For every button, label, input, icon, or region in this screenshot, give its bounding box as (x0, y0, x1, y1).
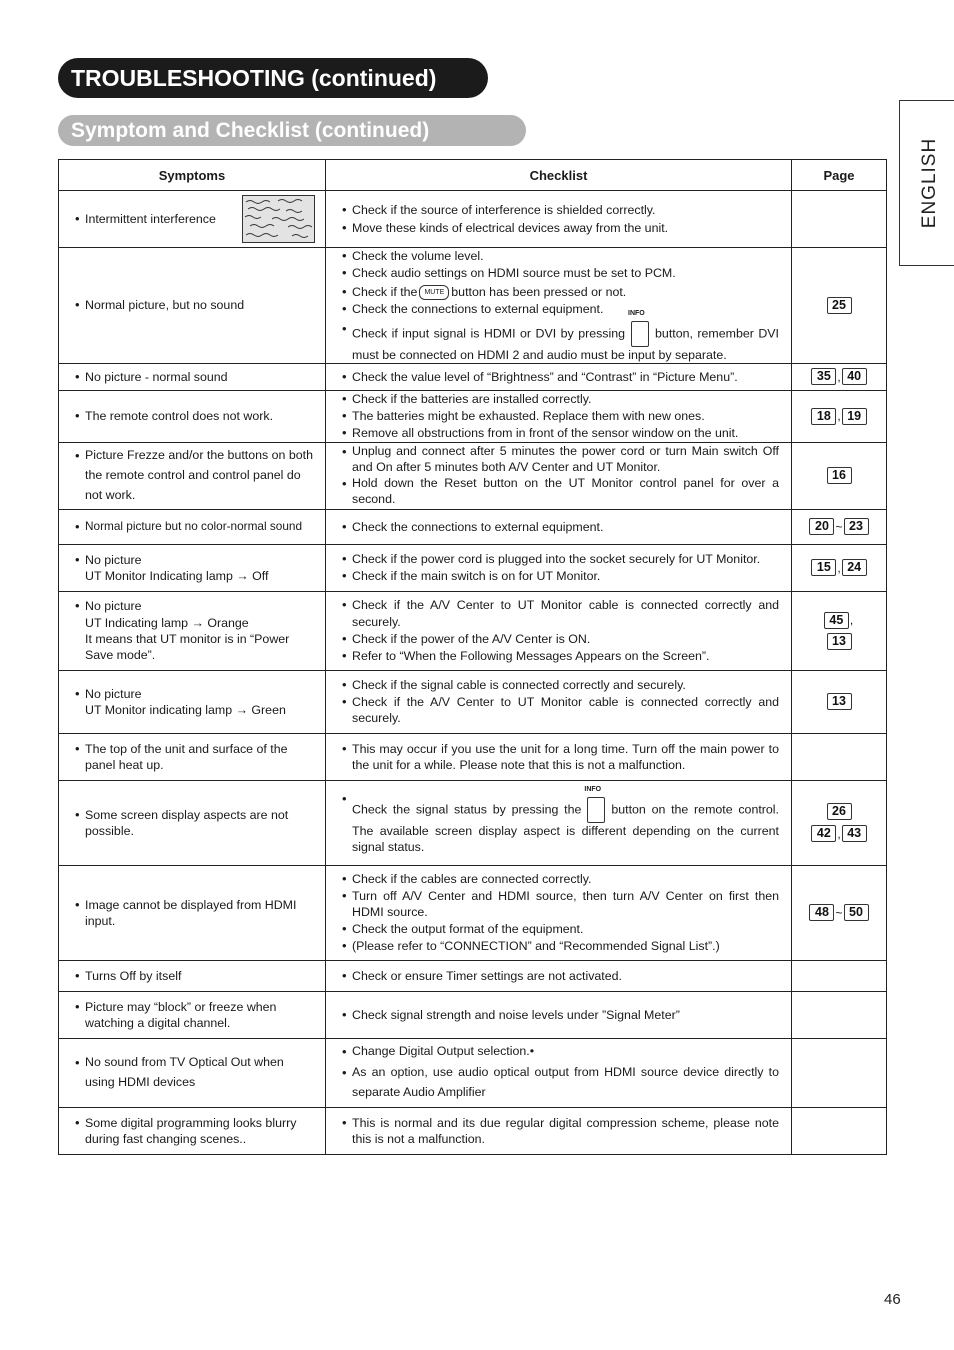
symptom-text: • Image cannot be displayed from HDMI input. (75, 897, 315, 929)
page-cell (792, 248, 887, 364)
symptom-line: It means that UT monitor is in “Power Save mode”. (85, 631, 290, 662)
checklist-cell (326, 991, 792, 1038)
table-row (59, 960, 887, 991)
check-item: • Check if the power of the A/V Center is ON. (342, 631, 779, 647)
check-text: Check if the (352, 285, 418, 300)
page-separator: , (837, 409, 841, 424)
page-ref: 13 (827, 693, 852, 710)
check-item: • Check if the cables are connected correctly. (342, 871, 779, 887)
check-item: • Turn off A/V Center and HDMI source, then turn A/V Center on first then HDMI source. (342, 888, 779, 920)
page-title: TROUBLESHOOTING (continued) (58, 58, 488, 98)
symptom-text: • No picture - normal sound (75, 369, 315, 385)
symptom-text: • No sound from TV Optical Out when using HDMI devices (75, 1053, 315, 1093)
table-header-row (59, 160, 887, 191)
page-ref-line (792, 825, 886, 842)
checklist-cell (326, 670, 792, 733)
column-header-checklist: Checklist (326, 160, 792, 191)
page-ref: 50 (844, 904, 869, 921)
page-ref: 18 (811, 408, 836, 425)
check-item: • Check if the power cord is plugged into the socket securely for UT Monitor. (342, 551, 779, 567)
check-item: • Check signal strength and noise levels under ”Signal Meter” (342, 1007, 779, 1023)
page-cell (792, 544, 887, 591)
table-row (59, 191, 887, 248)
symptom-cell (59, 509, 326, 544)
page-cell (792, 1107, 887, 1154)
page-ref: 35 (811, 368, 836, 385)
info-key-icon (584, 785, 605, 823)
page-ref: 23 (844, 518, 869, 535)
symptom-line: • No picture (85, 552, 142, 567)
page-cell (792, 670, 887, 733)
check-item: • Check the volume level. (342, 248, 779, 264)
check-item: • Refer to “When the Following Messages Appears on the Screen”. (342, 648, 779, 664)
table-row (59, 733, 887, 780)
page-cell (792, 363, 887, 390)
symptom-cell (59, 363, 326, 390)
language-tab (899, 100, 954, 266)
checklist-cell (326, 248, 792, 364)
check-item: • Change Digital Output selection.• (342, 1042, 779, 1062)
symptom-line: • No picture (85, 599, 142, 614)
page-cell (792, 191, 887, 248)
symptom-with-image (75, 195, 315, 243)
page-separator: ~ (835, 905, 843, 920)
page-ref: 42 (811, 825, 836, 842)
symptom-text: • Turns Off by itself (75, 968, 315, 984)
page-cell (792, 865, 887, 960)
symptom-text: • Normal picture, but no sound (75, 297, 315, 313)
checklist-cell (326, 509, 792, 544)
check-item: • This is normal and its due regular digital compression scheme, please note this is not a malfunction. (342, 1115, 779, 1147)
check-text: button on the remote control. The available screen display aspect is different depending on the current signal status. (352, 801, 779, 854)
page-separator: , (837, 826, 841, 841)
symptom-cell (59, 1107, 326, 1154)
page-ref: 26 (827, 803, 852, 820)
symptom-cell (59, 442, 326, 509)
table-row (59, 544, 887, 591)
check-item: • Check or ensure Timer settings are not activated. (342, 968, 779, 984)
page-cell (792, 1038, 887, 1107)
page-cell (792, 591, 887, 670)
symptom-cell (59, 780, 326, 865)
table-row (59, 865, 887, 960)
checklist-cell (326, 865, 792, 960)
checklist-cell (326, 363, 792, 390)
column-header-symptoms: Symptoms (59, 160, 326, 191)
page-cell (792, 390, 887, 442)
troubleshooting-table (58, 159, 887, 1155)
page-ref: 48 (809, 904, 834, 921)
symptom-line: UT Monitor indicating lamp → Green (85, 702, 286, 717)
page-ref: 40 (842, 368, 867, 385)
table-row (59, 390, 887, 442)
symptom-text (75, 552, 315, 584)
symptom-line: UT Indicating lamp → Orange (85, 615, 249, 630)
symptom-cell (59, 591, 326, 670)
checklist-cell (326, 733, 792, 780)
symptom-text: • Some digital programming looks blurry during fast changing scenes.. (75, 1115, 315, 1147)
page-separator: , (837, 369, 841, 384)
table-row (59, 591, 887, 670)
page-ref: 13 (827, 633, 852, 650)
page-number: 46 (884, 1291, 901, 1308)
symptom-cell (59, 865, 326, 960)
page-ref: 16 (827, 467, 852, 484)
check-item: • Check if the batteries are installed correctly. (342, 391, 779, 407)
symptom-line: • No picture (85, 686, 142, 701)
check-item: • This may occur if you use the unit for a long time. Turn off the main power to the unit for a while. Please note that this is not a malfunction. (342, 741, 779, 773)
symptom-cell (59, 991, 326, 1038)
symptom-text: • The top of the unit and surface of the panel heat up. (75, 741, 315, 773)
checklist-cell (326, 544, 792, 591)
page-separator: , (837, 560, 841, 575)
symptom-text (75, 686, 315, 718)
info-key-icon (628, 309, 649, 347)
page-separator: ~ (835, 519, 843, 534)
checklist-cell (326, 591, 792, 670)
symptom-cell (59, 670, 326, 733)
symptom-text: • Picture may “block” or freeze when watching a digital channel. (75, 999, 315, 1031)
language-tab-label: ENGLISH (918, 137, 940, 229)
section-title: Symptom and Checklist (continued) (58, 115, 526, 146)
checklist-cell (326, 191, 792, 248)
check-item: • The batteries might be exhausted. Replace them with new ones. (342, 408, 779, 424)
symptom-cell (59, 1038, 326, 1107)
check-item: • Unplug and connect after 5 minutes the power cord or turn Main switch Off and On after 5 minutes both A/V Center and UT Monitor. (342, 444, 779, 475)
check-text: Check the signal status by pressing the (352, 801, 582, 816)
page-ref: 24 (842, 559, 867, 576)
symptom-text: • Some screen display aspects are not possible. (75, 807, 315, 839)
page-cell (792, 733, 887, 780)
check-item: • Check if the A/V Center to UT Monitor cable is connected correctly and securely. (342, 694, 779, 726)
page-cell (792, 442, 887, 509)
symptom-text: • Normal picture but no color-normal sound (75, 519, 315, 534)
mute-key-icon: MUTE (419, 285, 449, 300)
symptom-cell (59, 960, 326, 991)
check-item: • Check the connections to external equipment. (342, 301, 779, 317)
page-cell (792, 991, 887, 1038)
symptom-line: UT Monitor Indicating lamp → Off (85, 568, 269, 583)
symptom-cell (59, 733, 326, 780)
table-row (59, 1038, 887, 1107)
table-row (59, 363, 887, 390)
table-row (59, 670, 887, 733)
checklist-cell (326, 1038, 792, 1107)
check-item: • Move these kinds of electrical devices away from the unit. (342, 220, 779, 236)
page-ref: 25 (827, 297, 852, 314)
checklist-cell (326, 1107, 792, 1154)
symptom-text (75, 598, 315, 663)
table-row (59, 991, 887, 1038)
symptom-cell (59, 544, 326, 591)
page-ref-line (792, 803, 886, 820)
page-cell (792, 780, 887, 865)
page-ref: 19 (842, 408, 867, 425)
check-item: • Check if the main switch is on for UT Monitor. (342, 568, 779, 584)
checklist-cell (326, 960, 792, 991)
table-row (59, 1107, 887, 1154)
check-text: button, remember DVI must be connected on HDMI 2 and audio must be input by separate. (352, 325, 779, 362)
check-item: • Check the connections to external equipment. (342, 519, 779, 535)
page-ref: 45 (824, 612, 849, 629)
checklist-cell (326, 390, 792, 442)
check-item: • Check if the source of interference is shielded correctly. (342, 202, 779, 218)
table-row (59, 509, 887, 544)
check-text: Check if input signal is HDMI or DVI by pressing (352, 325, 626, 340)
symptom-cell (59, 191, 326, 248)
info-key-label: INFO (628, 309, 645, 317)
checklist-cell (326, 780, 792, 865)
check-item (342, 785, 779, 855)
check-item: • Check the value level of “Brightness” and “Contrast” in “Picture Menu”. (342, 369, 779, 385)
symptom-text: • Picture Frezze and/or the buttons on both the remote control and control panel do not work. (75, 446, 315, 506)
checklist-cell (326, 442, 792, 509)
table-row (59, 780, 887, 865)
check-item: • Check audio settings on HDMI source must be set to PCM. (342, 265, 779, 281)
check-item: • As an option, use audio optical output from HDMI source device directly to separate Audio Amplifier (342, 1063, 779, 1103)
check-item: • Remove all obstructions from in front of the sensor window on the unit. (342, 425, 779, 441)
page-separator: , (849, 613, 854, 628)
page-ref: 20 (809, 518, 834, 535)
check-item: • Hold down the Reset button on the UT Monitor control panel for over a second. (342, 476, 779, 507)
check-item: • Check if the A/V Center to UT Monitor cable is connected correctly and securely. (342, 597, 779, 629)
page-ref: 43 (842, 825, 867, 842)
table-row (59, 442, 887, 509)
interference-image (242, 195, 315, 243)
page-ref-line (792, 612, 886, 629)
check-item: • Check if the signal cable is connected correctly and securely. (342, 677, 779, 693)
check-text: button has been pressed or not. (451, 285, 627, 300)
check-item: • (Please refer to “CONNECTION” and “Recommended Signal List”.) (342, 938, 779, 954)
check-item (342, 284, 779, 300)
symptom-cell (59, 390, 326, 442)
check-item: • Check the output format of the equipment. (342, 921, 779, 937)
page-cell (792, 509, 887, 544)
table-row (59, 248, 887, 364)
info-key-label: INFO (584, 785, 602, 793)
page-ref: 15 (811, 559, 836, 576)
column-header-page: Page (792, 160, 887, 191)
page-ref-line (792, 633, 886, 650)
symptom-cell (59, 248, 326, 364)
symptom-text: • The remote control does not work. (75, 408, 315, 424)
page-cell (792, 960, 887, 991)
symptom-text: • Intermittent interference (75, 211, 216, 227)
